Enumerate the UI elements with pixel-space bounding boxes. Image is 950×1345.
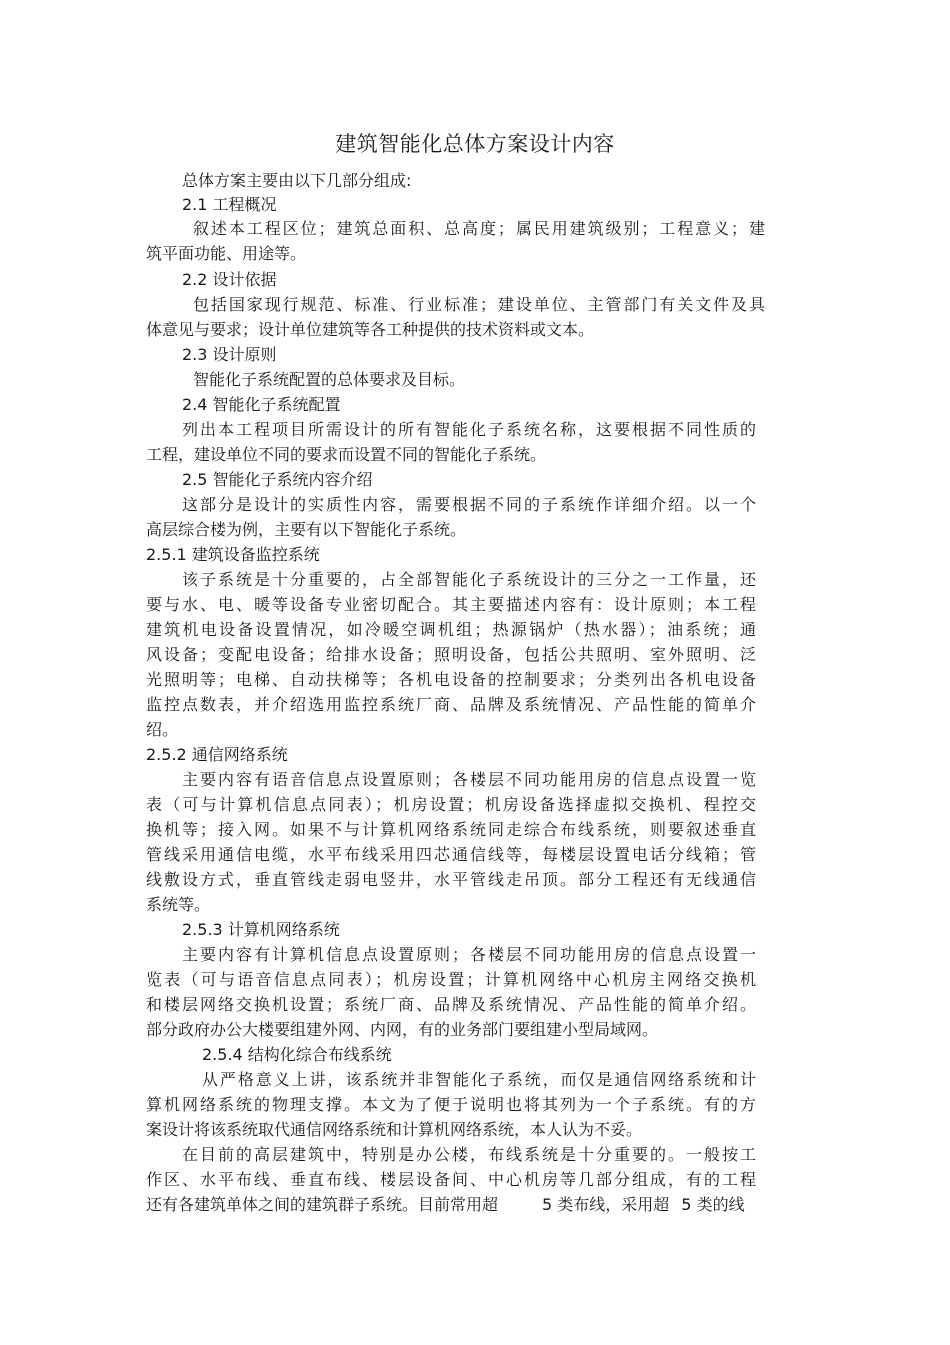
paragraph-line: 系统等。 <box>146 895 211 914</box>
paragraph-line: 工程，建设单位不同的要求而设置不同的智能化子系统。 <box>146 445 547 464</box>
paragraph-line: 体意见与要求；设计单位建筑等各工种提供的技术资料或文本。 <box>146 320 595 339</box>
last-line-part3: 5 类的线 <box>681 1195 745 1214</box>
paragraph-line: 风设备；变配电设备；给排水设备；照明设备，包括公共照明、室外照明、泛 <box>146 645 756 664</box>
section-heading: 2.1 工程概况 <box>182 195 277 214</box>
paragraph-line: 览表（可与语音信息点同表）；机房设置；计算机网络中心机房主网络交换机 <box>146 970 756 989</box>
paragraph-line: 包括国家现行规范、标准、行业标准；建设单位、主管部门有关文件及具 <box>193 295 765 314</box>
paragraph-line: 和楼层网络交换机设置；系统厂商、品牌及系统情况、产品性能的简单介绍。 <box>146 995 756 1014</box>
section-heading: 2.5.1 建筑设备监控系统 <box>146 545 320 564</box>
paragraph-line: 线敷设方式，垂直管线走弱电竖井，水平管线走吊顶。部分工程还有无线通信 <box>146 870 756 889</box>
paragraph-line: 光照明等；电梯、自动扶梯等；各机电设备的控制要求；分类列出各机电设备 <box>146 670 756 689</box>
section-heading: 2.5.3 计算机网络系统 <box>182 920 340 939</box>
paragraph-line: 表（可与计算机信息点同表）；机房设置；机房设备选择虚拟交换机、程控交 <box>146 795 756 814</box>
paragraph-line: 换机等；接入网。如果不与计算机网络系统同走综合布线系统，则要叙述垂直 <box>146 820 756 839</box>
paragraph-line: 这部分是设计的实质性内容，需要根据不同的子系统作详细介绍。以一个 <box>182 495 756 514</box>
paragraph-line: 从严格意义上讲，该系统并非智能化子系统，而仅是通信网络系统和计 <box>202 1070 756 1089</box>
paragraph-line: 主要内容有计算机信息点设置原则；各楼层不同功能用房的信息点设置一 <box>182 945 756 964</box>
paragraph-line: 该子系统是十分重要的，占全部智能化子系统设计的三分之一工作量，还 <box>182 570 756 589</box>
paragraph-line: 绍。 <box>146 720 179 739</box>
paragraph-line: 算机网络系统的物理支撑。本文为了便于说明也将其列为一个子系统。有的方 <box>146 1095 756 1114</box>
paragraph-line: 建筑机电设备设置情况，如冷暖空调机组；热源锅炉（热水器）；油系统；通 <box>146 620 756 639</box>
section-heading: 2.4 智能化子系统配置 <box>182 395 341 414</box>
section-heading: 2.5.4 结构化综合布线系统 <box>202 1045 392 1064</box>
paragraph-line: 要与水、电、暖等设备专业密切配合。其主要描述内容有：设计原则；本工程 <box>146 595 756 614</box>
paragraph-line: 筑平面功能、用途等。 <box>146 244 307 263</box>
paragraph-line: 叙述本工程区位；建筑总面积、总高度；属民用建筑级别；工程意义；建 <box>193 219 765 238</box>
last-line-part2: 5 类布线，采用超 <box>542 1195 670 1214</box>
section-heading: 2.5.2 通信网络系统 <box>146 745 288 764</box>
section-heading: 2.5 智能化子系统内容介绍 <box>182 470 373 489</box>
paragraph-line: 高层综合楼为例，主要有以下智能化子系统。 <box>146 520 467 539</box>
paragraph-line: 总体方案主要由以下几部分组成: <box>182 171 412 190</box>
paragraph-line: 列出本工程项目所需设计的所有智能化子系统名称，这要根据不同性质的 <box>182 420 756 439</box>
paragraph-line: 管线采用通信电缆，水平布线采用四芯通信线等，每楼层设置电话分线箱；管 <box>146 845 756 864</box>
page-title: 建筑智能化总体方案设计内容 <box>335 132 615 156</box>
section-heading: 2.3 设计原则 <box>182 345 277 364</box>
paragraph-line: 部分政府办公大楼要组建外网、内网，有的业务部门要组建小型局域网。 <box>146 1020 659 1039</box>
paragraph-line: 主要内容有语音信息点设置原则；各楼层不同功能用房的信息点设置一览 <box>182 770 756 789</box>
paragraph-line: 案设计将该系统取代通信网络系统和计算机网络系统，本人认为不妥。 <box>146 1120 643 1139</box>
paragraph-line: 智能化子系统配置的总体要求及目标。 <box>193 370 466 389</box>
paragraph-line-last <box>146 1193 745 1217</box>
section-heading: 2.2 设计依据 <box>182 270 277 289</box>
paragraph-line: 监控点数表，并介绍选用监控系统厂商、品牌及系统情况、产品性能的简单介 <box>146 695 756 714</box>
last-line-part1: 还有各建筑单体之间的建筑群子系统。目前常用超 <box>146 1195 499 1214</box>
paragraph-line: 作区、水平布线、垂直布线、楼层设备间、中心机房等几部分组成，有的工程 <box>146 1170 756 1189</box>
paragraph-line: 在目前的高层建筑中，特别是办公楼，布线系统是十分重要的。一般按工 <box>182 1145 756 1164</box>
